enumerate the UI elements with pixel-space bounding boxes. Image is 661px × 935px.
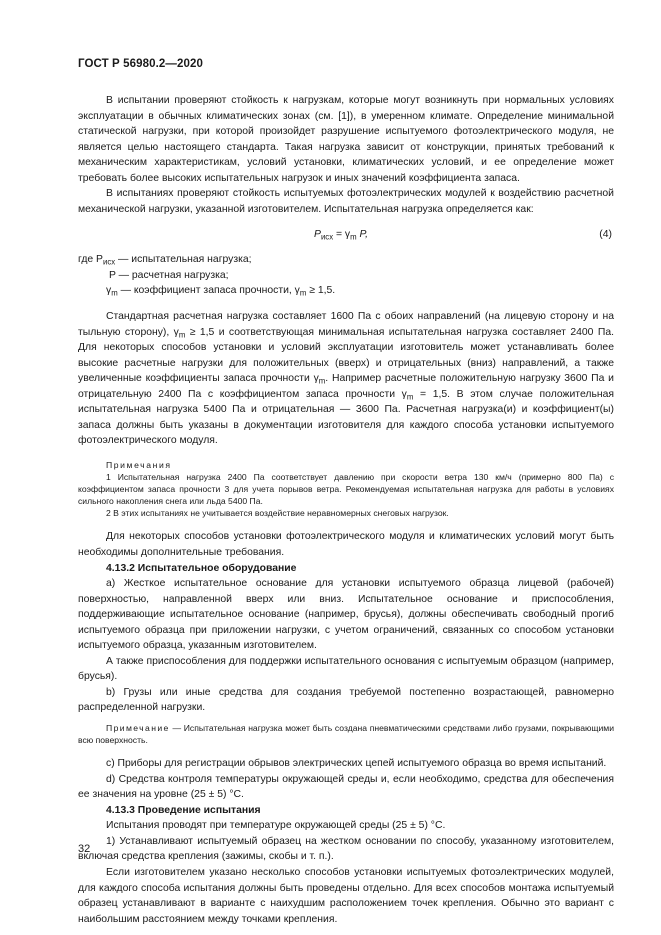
- paragraph-additional-requirements: Для некоторых способов установки фотоэлектрического модуля и климатических условий могут быть необходимы дополнительные требования.: [78, 531, 614, 558]
- list-item-b: b) Грузы или иные средства для создания требуемой постепенно возрастающей, равномерно распределенной нагрузки.: [78, 686, 614, 714]
- paragraph-test-load: В испытаниях проверяют стойкость испытуемых фотоэлектрических модулей к воздействию расчетной механической нагрузки, указанной изготовителем. Испытательная нагрузка определяется как:: [78, 188, 614, 215]
- procedure-step-1: 1) Устанавливают испытуемый образец на жестком основании по способу, указанному изготовителем, включая средства крепления (зажимы, скобы и т. п.).: [78, 835, 614, 863]
- list-item-a: а) Жесткое испытательное основание для установки испытуемого образца лицевой (рабочей) поверхностью, направленной вверх или вниз. Испытательное основание и приспособления, поддерживающие испытательное основание (например, брусья), должны обеспечивать свободный прогиб испытуемого образца при приложении нагрузки, с учетом ограничений, связанных со способом установки испытуемого образца, указанным изготовителем.: [78, 578, 614, 652]
- formula-number: (4): [599, 229, 612, 241]
- list-item-a-continued: А также приспособления для поддержки испытательного основания с испытуемым образцом (например, брусья).: [78, 655, 614, 683]
- legend-design-load: P — расчетная нагрузка;: [109, 269, 229, 281]
- document-body: [78, 93, 614, 927]
- note-pneumatic: Примечание — Испытательная нагрузка может быть создана пневматическими средствами либо грузами, покрывающими всю поверхность.: [78, 722, 614, 746]
- paragraph-mounting-methods: Если изготовителем указано несколько способов установки испытуемых фотоэлектрических модулей, для каждого способа испытания должны быть проведены отдельно. Для всех способов монтажа испытуемый образец устанавливают в варианте с наихудшим расположением точек крепления. Обычно это вариант с наибольшим расстоянием между точками крепления.: [78, 866, 614, 925]
- legend-safety-factor: $\gamma_m$ — коэффициент запаса прочности, $\gamma_m \ge 1,5$.: [106, 285, 336, 298]
- formula-4: [78, 220, 614, 252]
- page-number: 32: [78, 843, 91, 855]
- list-item-c: c) Приборы для регистрации обрывов электрических цепей испытуемого образца во время испытаний.: [106, 758, 607, 770]
- formula-expression: $P_{исх} = \gamma_m$ P,: [314, 229, 369, 242]
- document-header: ГОСТ Р 56980.2—2020: [78, 58, 203, 70]
- section-heading-procedure: 4.13.3 Проведение испытания: [106, 804, 261, 816]
- paragraph-standard-load: Стандартная расчетная нагрузка составляет 1600 Па с обоих направлений (на лицевую сторону и на тыльную сторону), $\gamma_m \ge 1,5$ и соответствующая минимальная испытательная нагрузка составляет 2400 Па. Для некоторых способов установки и условий эксплуатации изготовитель может устанавливать более высокие расчетные нагрузки для положительных (вверх) и отрицательных (вниз) направлений, а также увеличенные коэффициенты запаса прочности $\gamma_m$. Например расчетные положительную нагрузку 3600 Па и отрицательную 2400 Па с коэффициентом запаса прочности $\gamma_m = 1,5$. В этом случае положительная испытательная нагрузка 5400 Па и отрицательная — 3600 Па. Расчетная нагрузка(и) и коэффициент(ы) запаса должны быть указаны в документации изготовителя для каждого способа установки испытуемого фотоэлектрического модуля.: [78, 311, 614, 447]
- note-1: 1 Испытательная нагрузка 2400 Па соответствует давлению при скорости ветра 130 км/ч (примерно 800 Па) с коэффициентом запаса прочности 3 для учета порывов ветра. Рекомендуемая испытательная нагрузка для работы в условиях сильного накопления снега или льда 5400 Па.: [78, 472, 614, 507]
- note-2: 2 В этих испытаниях не учитывается воздействие неравномерных снеговых нагрузок.: [106, 508, 449, 519]
- list-item-d: d) Средства контроля температуры окружающей среды и, если необходимо, средства для обеспечения ее значения на уровне (25 ± 5) °С.: [78, 773, 614, 801]
- paragraph-ambient-temperature: Испытания проводят при температуре окружающей среды (25 ± 5) °С.: [106, 820, 446, 832]
- section-heading-equipment: 4.13.2 Испытательное оборудование: [106, 562, 297, 574]
- legend-test-load: где $P_{исх}$ — испытательная нагрузка;: [78, 254, 252, 267]
- paragraph-test-purpose: В испытании проверяют стойкость к нагрузкам, которые могут возникнуть при нормальных условиях эксплуатации в обычных климатических зонах (см. [1]), в умеренном климате. Определение минимальной статической нагрузки, при которой произойдет разрушение испытуемого фотоэлектрического модуля, не является целью настоящего стандарта. Такая нагрузка зависит от конструкции, принятых требований к механическим характеристикам, условий установки, климатических условий, и ее определение может требовать более высоких испытательных нагрузок и иных значений коэффициента запаса.: [78, 95, 614, 184]
- notes-title: Примечания: [106, 459, 172, 470]
